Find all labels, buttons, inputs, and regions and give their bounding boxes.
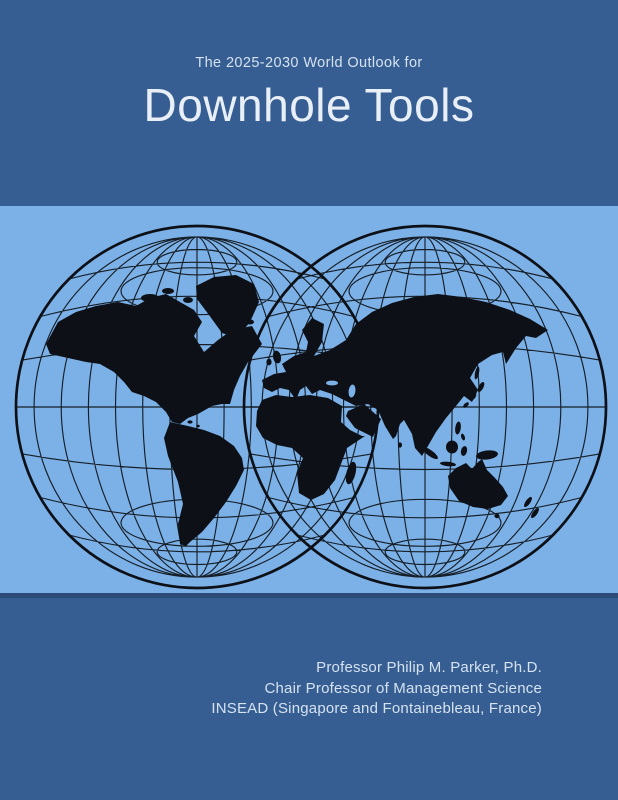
island-crete bbox=[315, 398, 319, 400]
island-hispaniola bbox=[187, 420, 192, 423]
island-tasmania bbox=[494, 514, 499, 518]
bottom-band bbox=[0, 598, 618, 800]
island-java bbox=[440, 461, 456, 467]
map-landmasses bbox=[46, 275, 548, 546]
island-ireland bbox=[266, 359, 271, 366]
island-japan-1 bbox=[476, 381, 485, 393]
island-sicily bbox=[303, 395, 308, 399]
island-antilles bbox=[196, 425, 200, 428]
island-philippines-1 bbox=[454, 421, 461, 435]
island-arctic-2 bbox=[162, 288, 174, 294]
island-iceland bbox=[246, 320, 254, 325]
author-name: Professor Philip M. Parker, Ph.D. bbox=[316, 659, 542, 676]
map-band bbox=[0, 206, 618, 593]
island-sardinia bbox=[294, 389, 298, 394]
world-map-graphic bbox=[0, 206, 618, 593]
island-new-guinea bbox=[476, 449, 499, 461]
island-new-zealand-north bbox=[523, 496, 534, 508]
island-sri-lanka bbox=[398, 442, 402, 447]
author-role: Chair Professor of Management Science bbox=[264, 679, 542, 697]
island-arctic-1 bbox=[141, 294, 159, 302]
black-sea bbox=[326, 381, 338, 386]
main-title: Downhole Tools bbox=[143, 79, 475, 131]
author-block bbox=[211, 658, 542, 720]
island-madagascar bbox=[344, 461, 358, 485]
top-band bbox=[0, 0, 618, 206]
continent-south-america bbox=[164, 422, 244, 546]
island-britain bbox=[272, 350, 283, 364]
island-japan-3 bbox=[462, 401, 470, 408]
island-sulawesi bbox=[460, 445, 468, 456]
island-borneo bbox=[446, 441, 458, 454]
island-philippines-2 bbox=[460, 433, 466, 441]
island-arctic-3 bbox=[183, 297, 193, 303]
author-affiliation: INSEAD (Singapore and Fontainebleau, France) bbox=[211, 700, 542, 717]
series-title: The 2025-2030 World Outlook for bbox=[195, 55, 423, 71]
